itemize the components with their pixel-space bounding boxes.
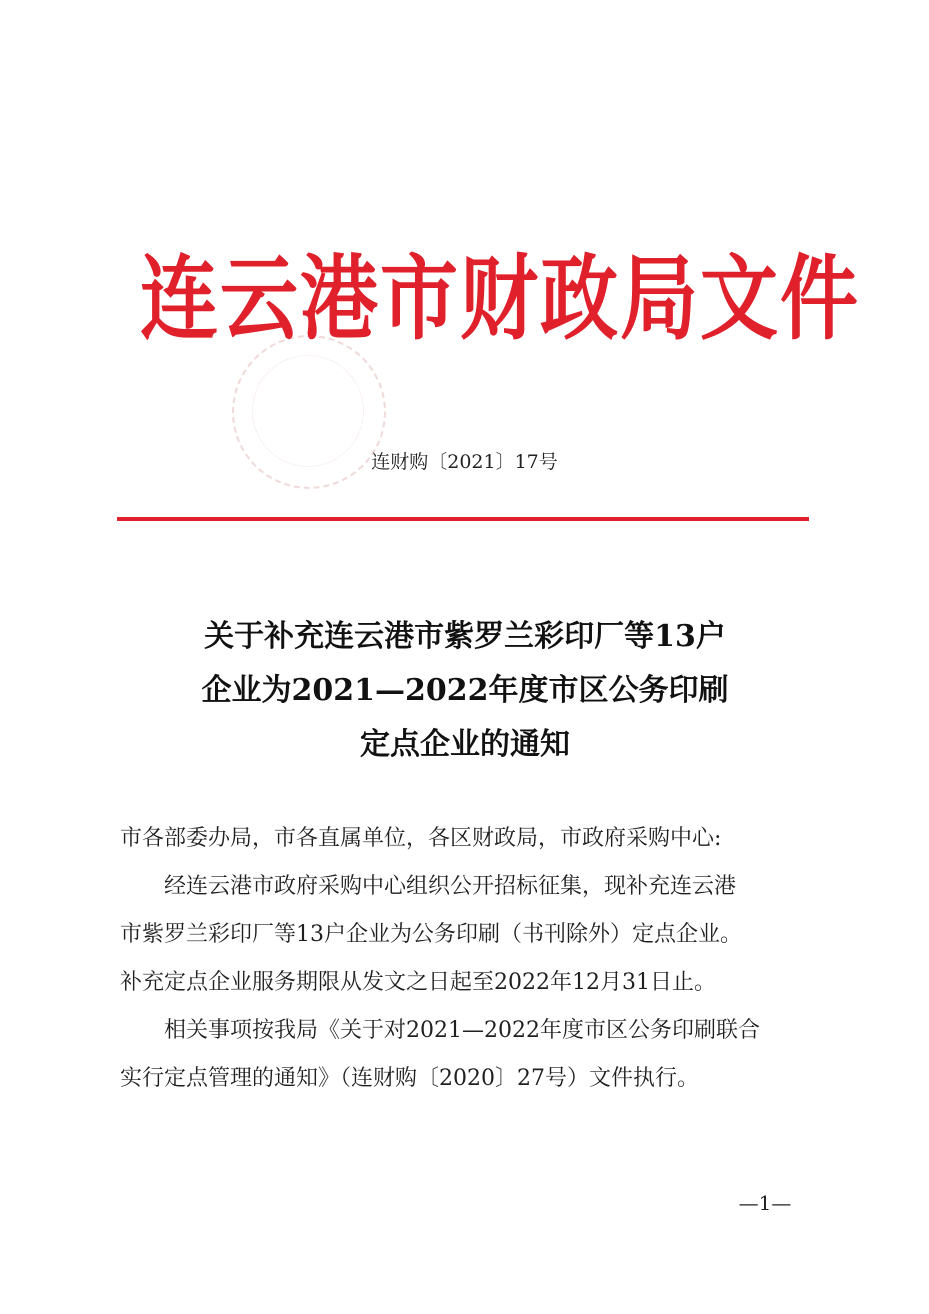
paragraph-2-line-1: 相关事项按我局《关于对2021—2022年度市区公务印刷联合: [164, 1018, 760, 1043]
paragraph-2-line-2: 实行定点管理的通知》（连财购〔2020〕27号）文件执行。: [120, 1066, 699, 1091]
notice-title-line-3: 定点企业的通知: [360, 727, 570, 762]
red-divider-line: [117, 517, 809, 521]
page-number: —1—: [738, 1191, 792, 1215]
masthead-title: 连云港市财政局文件: [140, 246, 861, 354]
paragraph-1-line-1: 经连云港市政府采购中心组织公开招标征集，现补充连云港: [164, 874, 737, 899]
addressee-line: 市各部委办局，市各直属单位，各区财政局，市政府采购中心:: [120, 826, 722, 851]
paragraph-1-line-2: 市紫罗兰彩印厂等13户企业为公务印刷（书刊除外）定点企业。: [120, 922, 742, 947]
paragraph-1-line-3: 补充定点企业服务期限从发文之日起至2022年12月31日止。: [120, 970, 716, 995]
document-number: 连财购〔2021〕17号: [371, 451, 558, 473]
notice-body: [120, 815, 830, 1103]
notice-title-line-2: 企业为2021—2022年度市区公务印刷: [201, 673, 729, 708]
notice-title-line-1: 关于补充连云港市紫罗兰彩印厂等13户: [204, 619, 726, 654]
notice-title: [80, 610, 850, 772]
